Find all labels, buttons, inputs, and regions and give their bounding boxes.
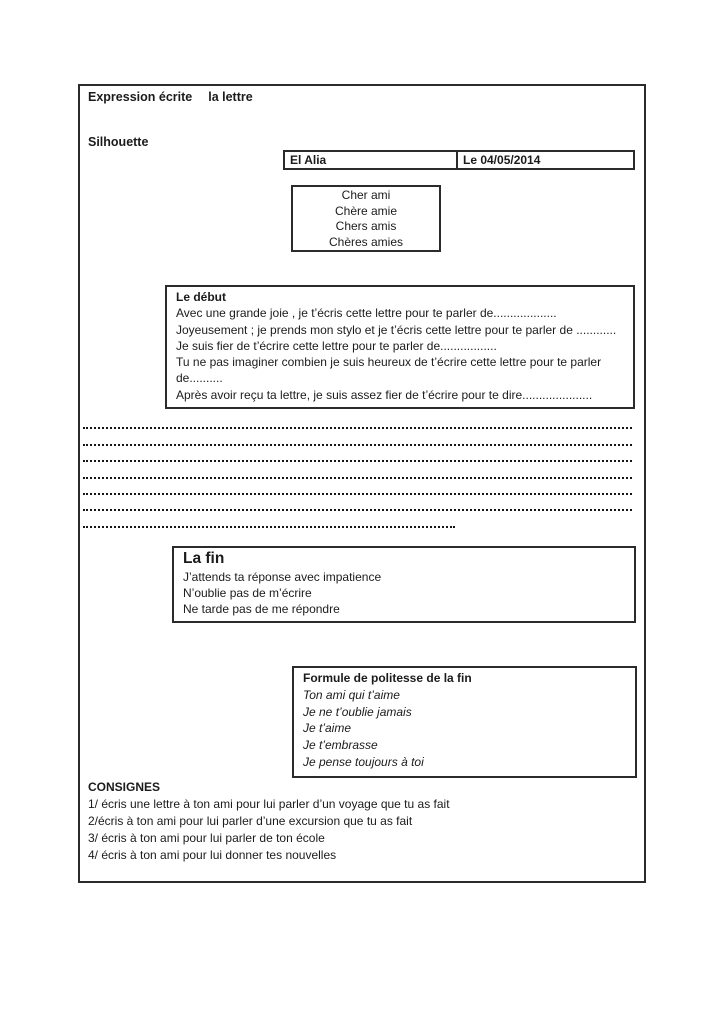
politeness-phrase: Je t’embrasse [303, 738, 378, 753]
politeness-phrase: Ton ami qui t’aime [303, 687, 400, 702]
instructions-section [88, 779, 450, 864]
writing-line [83, 479, 632, 495]
writing-lines-area [83, 413, 632, 528]
opening-phrase: Après avoir reçu ta lettre, je suis assez fier de t’écrire pour te dire..................... [176, 387, 593, 402]
closing-phrase: J’attends ta réponse avec impatience [183, 570, 382, 584]
greetings-box [291, 185, 441, 252]
writing-line [83, 413, 632, 429]
opening-phrase: Tu ne pas imaginer combien je suis heureux de t’écrire cette lettre pour te parler de.......... [176, 355, 602, 386]
instructions-title: CONSIGNES [88, 780, 161, 794]
page-title-right: la lettre [208, 90, 253, 104]
politeness-phrase: Je ne t’oublie jamais [303, 704, 412, 719]
writing-line [83, 495, 632, 511]
page-title-left: Expression écrite [88, 90, 193, 104]
page-frame [78, 84, 646, 883]
closing-phrases-box [172, 546, 636, 623]
silhouette-label: Silhouette [88, 135, 149, 149]
closing-box-title: La fin [183, 550, 225, 567]
opening-box-title: Le début [176, 290, 226, 304]
politeness-phrase: Je t’aime [303, 721, 352, 736]
instruction-item: 3/ écris à ton ami pour lui parler de ton école [88, 831, 325, 845]
opening-phrase: Je suis fier de t’écrire cette lettre pour te parler de................. [176, 338, 497, 353]
instruction-item: 4/ écris à ton ami pour lui donner tes nouvelles [88, 848, 337, 862]
opening-phrase: Avec une grande joie , je t’écris cette lettre pour te parler de................... [176, 306, 557, 321]
writing-line [83, 446, 632, 462]
greeting-line: Chères amies [328, 235, 404, 250]
politeness-box-title: Formule de politesse de la fin [303, 671, 472, 685]
writing-line [83, 462, 632, 478]
closing-phrase: N’oublie pas de m’écrire [183, 586, 312, 600]
closing-phrase: Ne tarde pas de me répondre [183, 602, 340, 616]
politeness-formula-box [292, 666, 637, 778]
writing-line [83, 511, 455, 527]
greeting-line: Cher ami [341, 188, 391, 202]
place-cell: El Alia [285, 152, 458, 168]
greeting-line: Chers amis [335, 219, 397, 234]
politeness-phrase: Je pense toujours à toi [303, 754, 424, 769]
page-title [88, 90, 253, 104]
place-date-table [283, 150, 635, 170]
instruction-item: 2/écris à ton ami pour lui parler d’une excursion que tu as fait [88, 814, 413, 828]
date-cell: Le 04/05/2014 [463, 153, 541, 167]
opening-phrases-box [165, 285, 635, 409]
opening-phrase: Joyeusement ; je prends mon stylo et je t’écris cette lettre pour te parler de ............ [176, 322, 617, 337]
greeting-line: Chère amie [334, 203, 398, 218]
writing-line [83, 429, 632, 445]
instruction-item: 1/ écris une lettre à ton ami pour lui parler d’un voyage que tu as fait [88, 797, 450, 811]
